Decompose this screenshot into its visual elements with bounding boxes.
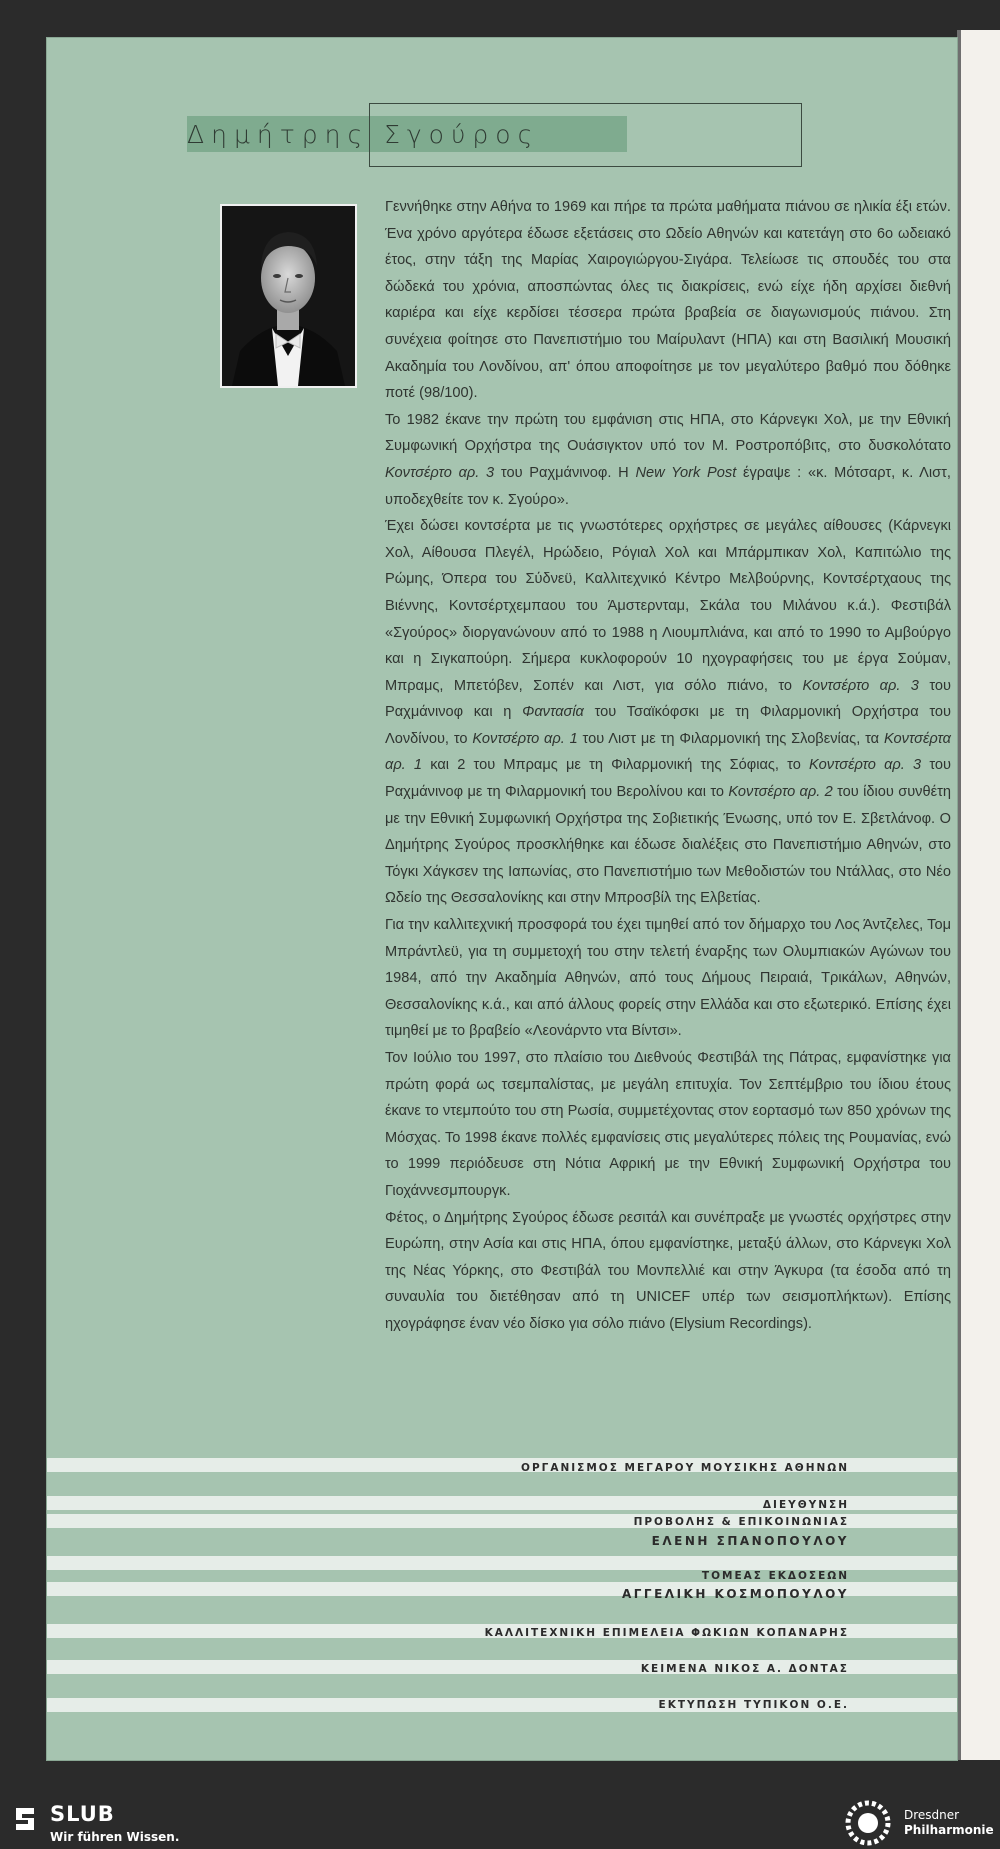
bio-italic-span: Κοντσέρτο αρ. 2 <box>728 784 833 801</box>
page-title: Δημήτρης Σγούρος <box>187 120 540 149</box>
dresdner-label: Dresdner <box>904 1808 960 1822</box>
credit-artistic: ΚΑΛΛΙΤΕΧΝΙΚΗ ΕΠΙΜΕΛΕΙΑ ΦΩΚΙΩΝ ΚΟΠΑΝΑΡΗΣ <box>484 1627 849 1639</box>
bio-text-span: Για την καλλιτεχνική προσφορά του έχει τιμηθεί από τον δήμαρχο του Λος Άντζελες, Τομ Μπράντλεϋ, για τη συμμετοχή του στην τελετή έναρξης των Ολυμπιακών Αγώνων του 1984, από την Ακαδημία Αθηνών, από τους Δήμους Πειραιά, Τρικάλων, Αθηνών, Θεσσαλονίκης κ.ά., και από άλλους φορείς στην Ελλάδα και στο εξωτερικό. Επίσης έχει τιμηθεί με το βραβείο «Λεονάρντο ντα Βίντσι». <box>385 917 951 1040</box>
bio-italic-span: Κοντσέρτο αρ. 1 <box>472 730 578 747</box>
credit-publications-name: ΑΓΓΕΛΙΚΗ ΚΟΣΜΟΠΟΥΛΟΥ <box>622 1587 849 1601</box>
bio-text-span: και 2 του Μπραμς με τη Φιλαρμονική της Σόφιας, το <box>422 757 810 774</box>
bio-text-span: του Ραχμάνινοφ και η <box>385 677 951 721</box>
slub-tagline: Wir führen Wissen. <box>50 1830 180 1844</box>
dresdner-philharmonie-logo-icon <box>842 1800 894 1846</box>
bio-text-span: Το 1982 έκανε την πρώτη του εμφάνιση στις ΗΠΑ, στο Κάρνεγκι Χολ, με την Εθνική Συμφωνική Ορχήστρα της Ουάσιγκτον υπό τον Μ. Ροστροπόβιτς, στο δυσκολότατο <box>385 411 951 455</box>
stripe-4 <box>47 1556 957 1570</box>
bio-text-span: Τον Ιούλιο του 1997, στο πλαίσιο του Διεθνούς Φεστιβάλ της Πάτρας, εμφανίστηκε για πρώτη φορά ως τσεμπαλίστας, με μεγάλη επιτυχία. Τον Σεπτέμβριο του ίδιου έτους έκανε το ντεμπούτο του στη Ρωσία, συμμετέχοντας στον εορτασμό των 850 χρόνων της Μόσχας. Το 1998 έκανε πολλές εμφανίσεις στις μεγαλύτερες πόλεις της Ρουμανίας, ενώ το 1999 περιόδευσε στη Νότια Αφρική με την Εθνική Συμφωνική Ορχήστρα του Γιοχάννεσμπουργκ. <box>385 1050 951 1199</box>
page-right-edge <box>957 30 1000 1760</box>
bio-italic-span: Κοντσέρτα αρ. 1 <box>385 730 951 774</box>
document-page <box>47 38 957 1760</box>
bio-text-span: Φέτος, ο Δημήτρης Σγούρος έδωσε ρεσιτάλ και συνέπραξε με γνωστές ορχήστρες στην Ευρώπη, στην Ασία και στις ΗΠΑ, όπου εμφανίστηκε, μεταξύ άλλων, στο Κάρνεγκι Χολ της Νέας Υόρκης, στο Φεστιβάλ του Μονπελλιέ και στην Άγκυρα (τα έσοδα από τη συναυλία του διετέθησαν από τη UNICEF υπέρ των σεισμοπλήκτων). Επίσης ηχογράφησε έναν νέο δίσκο για σόλο πιάνο (Elysium Recordings). <box>385 1209 951 1332</box>
credit-printing: ΕΚΤΥΠΩΣΗ ΤΥΠΙΚΟΝ Ο.Ε. <box>658 1699 849 1711</box>
bio-italic-span: Κοντσέρτο αρ. 3 <box>809 757 922 774</box>
bio-paragraph <box>385 1045 951 1205</box>
credit-organization: ΟΡΓΑΝΙΣΜΟΣ ΜΕΓΑΡΟΥ ΜΟΥΣΙΚΗΣ ΑΘΗΝΩΝ <box>521 1462 849 1474</box>
credit-direction-label-2: ΠΡΟΒΟΛΗΣ & ΕΠΙΚΟΙΝΩΝΙΑΣ <box>633 1516 849 1528</box>
portrait-image <box>222 206 355 386</box>
slub-logo-icon <box>12 1806 38 1832</box>
philharmonie-label: Philharmonie <box>904 1823 994 1837</box>
bio-text-span: Γεννήθηκε στην Αθήνα το 1969 και πήρε τα πρώτα μαθήματα πιάνου σε ηλικία έξι ετών. Ένα χρόνο αργότερα έδωσε εξετάσεις στο Ωδείο Αθηνών και κατετάγη στο 6ο ωδειακό έτος, στην τάξη της Μαρίας Χαιρογιώργου-Σιγάρα. Τελείωσε τις σπουδές του στα δώδεκά του χρόνια, αποσπώντας όλες τις διακρίσεις, ενώ είχε ήδη αρχίσει διεθνή καριέρα και είχε κερδίσει τέσσερα πρώτα βραβεία σε διαγωνισμούς πιάνου. Στη συνέχεια φοίτησε στο Πανεπιστήμιο του Μαίρυλαντ (ΗΠΑ) και στη Βασιλική Μουσική Ακαδημία του Λονδίνου, απ' όπου αποφοίτησε με τον μεγαλύτερο βαθμό που δόθηκε ποτέ (98/100). <box>385 199 951 402</box>
bio-paragraph <box>385 912 951 1045</box>
bio-italic-span: Κοντσέρτο αρ. 3 <box>385 464 495 481</box>
bio-text-span: Έχει δώσει κοντσέρτα με τις γνωστότερες ορχήστρες σε μεγάλες αίθουσες (Κάρνεγκι Χολ, Αίθουσα Πλεγέλ, Ηρώδειο, Ρόγιαλ Χολ και Μπάρμπικαν Χολ, Καπιτώλιο της Ρώμης, Όπερα του Σύδνεϋ, Καλλιτεχνικό Κέντρο Μελβούρνης, Κοντσέρτχαους της Βιέννης, Κοντσέρτχεμπαου του Άμστερνταμ, Σκάλα του Μιλάνου κ.ά.). Φεστιβάλ «Σγούρος» διοργανώνουν από το 1988 η Λιουμπλιάνα, και από το 1990 το Αμβούργο και η Σιγκαπούρη. Σήμερα κυκλοφορούν 10 ηχογραφήσεις του με έργα Σούμαν, Μπραμς, Μπετόβεν, Σοπέν και Λιστ, για σόλο πιάνο, το <box>385 518 951 694</box>
bio-text-span: του Ραχμάνινοφ με τη Φιλαρμονική του Βερολίνου και το <box>385 757 951 801</box>
credit-direction-name: ΕΛΕΝΗ ΣΠΑΝΟΠΟΥΛΟΥ <box>651 1534 849 1548</box>
bio-italic-span: Φαντασία <box>522 704 584 721</box>
bio-italic-span: Κοντσέρτο αρ. 3 <box>802 677 919 694</box>
bio-text-span: έγραψε : «κ. Μότσαρτ, κ. Λιστ, υποδεχθείτε τον κ. Σγούρο». <box>385 464 951 508</box>
bio-text-span: του ίδιου συνθέτη με την Εθνική Συμφωνική Ορχήστρα της Σοβιετικής Ένωσης, υπό τον Ε. Σβετλάνοφ. Ο Δημήτρης Σγούρος προσκλήθηκε και έδωσε διαλέξεις στο Πανεπιστήμιο Αθηνών, στο Τόγκι Χάγκσεν της Ιαπωνίας, στο Πανεπιστήμιο των Μεθοδιστών του Ντάλλας, στο Νέο Ωδείο της Θεσσαλονίκης και στην Μπροσβίλ της Ελβετίας. <box>385 784 951 907</box>
credit-publications-label: ΤΟΜΕΑΣ ΕΚΔΟΣΕΩΝ <box>701 1570 849 1582</box>
bio-paragraph <box>385 513 951 912</box>
slub-name: SLUB <box>50 1802 115 1826</box>
portrait-photo <box>220 204 357 388</box>
bio-text-span: του Λιστ με τη Φιλαρμονική της Σλοβενίας, τα <box>577 730 884 747</box>
credit-direction-label-1: ΔΙΕΥΘΥΝΣΗ <box>762 1499 849 1511</box>
bio-paragraph <box>385 1205 951 1338</box>
credit-texts: ΚΕΙΜΕΝΑ ΝΙΚΟΣ Α. ΔΟΝΤΑΣ <box>640 1663 849 1675</box>
bio-italic-span: New York Post <box>635 464 737 481</box>
bio-text-span: του Ραχμάνινοφ. Η <box>494 464 636 481</box>
bio-paragraph <box>385 194 951 407</box>
bio-text-span: του Τσαϊκόφσκι με τη Φιλαρμονική Ορχήστρα του Λονδίνου, το <box>385 704 951 747</box>
page-edge-shadow <box>957 30 961 1760</box>
bio-paragraph <box>385 407 951 513</box>
biography-text <box>385 194 951 1338</box>
